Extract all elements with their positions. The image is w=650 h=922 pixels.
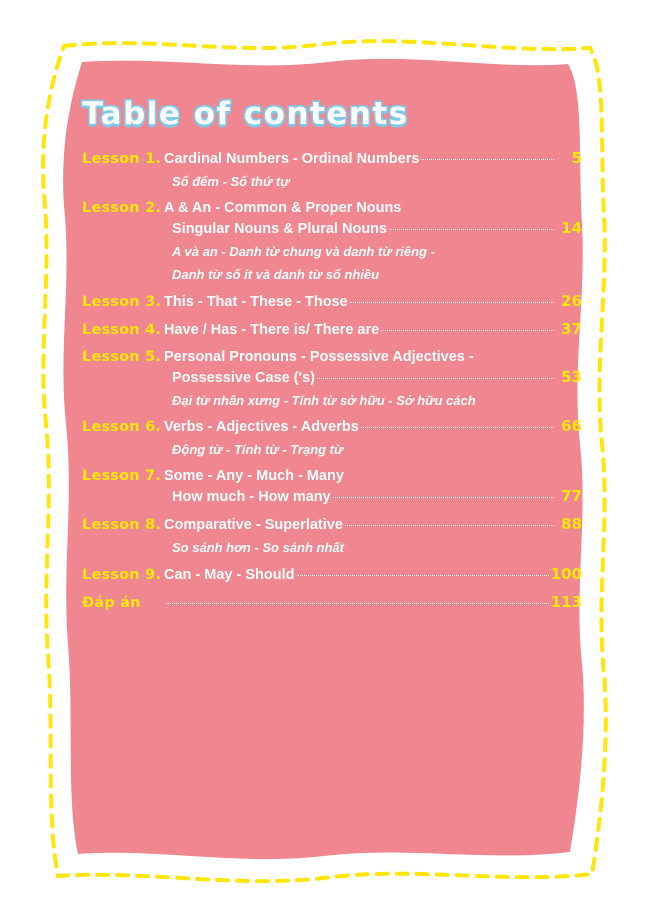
toc-entry-title[interactable]: Cardinal Numbers - Ordinal Numbers [164,151,420,167]
toc-entry-line[interactable] [82,291,582,312]
lesson-label: Lesson 8. [82,517,162,534]
toc-entry-line[interactable] [82,416,582,437]
toc-entry[interactable] [82,319,582,344]
entry-spacer [82,585,582,589]
page-number[interactable]: 14 [561,218,582,237]
toc-entry-line[interactable] [82,466,582,486]
lesson-label: Lesson 5. [82,348,162,365]
lesson-label: Lesson 7. [82,468,162,485]
page-number[interactable]: 88 [561,515,582,534]
dot-leader [297,575,549,576]
lesson-label: Lesson 2. [82,199,162,216]
lesson-label-spacer [82,487,164,507]
page-number[interactable]: 5 [571,149,582,167]
dot-leader [166,603,549,604]
toc-entry-title[interactable]: Personal Pronouns - Possessive Adjectives - [164,348,474,365]
dot-leader [350,302,554,303]
page-number[interactable]: 77 [561,487,582,506]
toc-entry-title[interactable]: How much - How many [172,489,331,506]
dot-leader [361,427,554,428]
entry-spacer [82,312,582,316]
lesson-label-spacer [82,368,164,388]
lesson-label: Lesson 9. [82,567,162,584]
toc-entry-subtitle-vi: Động từ - Tính từ - Trạng từ [172,442,344,458]
toc-entry-line[interactable] [82,592,582,613]
page-number[interactable]: 26 [561,291,582,310]
dot-leader [345,525,554,526]
page-title: Table of contents [82,96,409,132]
toc-entry[interactable] [82,466,582,511]
toc-entry-line[interactable] [82,514,582,535]
toc-entry-line[interactable] [82,367,582,388]
toc-entry-line[interactable] [82,198,582,218]
dot-leader [389,229,554,230]
toc-content [82,96,582,796]
lesson-label: Lesson 1. [82,151,162,167]
dot-leader [381,330,554,331]
toc-entry-subtitle-vi: Số đếm - Số thứ tự [172,174,290,189]
dot-leader [333,497,554,498]
page-number[interactable]: 100 [550,565,582,584]
lesson-label: Lesson 3. [82,293,162,310]
toc-entry-title[interactable]: Singular Nouns & Plural Nouns [172,220,388,237]
toc-entry-subtitle-vi: Danh từ số ít và danh từ số nhiều [172,266,380,282]
toc-entry-subtitle-vi: A và an - Danh từ chung và danh từ riêng - [172,243,435,259]
toc-entry-line[interactable] [82,319,582,340]
entry-spacer [82,340,582,344]
toc-entry-line[interactable] [82,218,582,239]
toc-entry-title[interactable]: Can - May - Should [164,567,295,584]
toc-entry-subtitle-vi: So sánh hơn - So sánh nhất [172,540,344,556]
toc-entry[interactable] [82,416,582,460]
toc-entry[interactable] [82,564,582,589]
dot-leader [421,159,554,160]
toc-entry-line[interactable] [82,347,582,367]
toc-entry-list [82,148,582,617]
toc-entry-line[interactable] [82,486,582,507]
page-number[interactable]: 113 [550,593,582,612]
toc-entry[interactable] [82,347,582,411]
toc-entry-title[interactable]: A & An - Common & Proper Nouns [164,199,402,216]
toc-entry-title[interactable]: Some - Any - Much - Many [164,468,344,485]
dot-leader [317,378,554,379]
toc-entry-title[interactable]: Verbs - Adjectives - Adverbs [164,419,359,436]
lesson-label-spacer [82,219,164,239]
toc-entry-title[interactable]: Comparative - Superlative [164,517,343,534]
toc-entry-subtitle-vi: Đại từ nhân xưng - Tính từ sở hữu - Sở hữu cách [172,392,476,408]
toc-entry-title[interactable]: Have / Has - There is/ There are [164,321,380,338]
toc-entry-line[interactable] [82,564,582,585]
lesson-label: Đáp án [82,595,141,612]
lesson-label: Lesson 6. [82,419,162,436]
lesson-label: Lesson 4. [82,321,162,338]
page-number[interactable]: 37 [561,319,582,338]
toc-entry-line[interactable] [82,148,582,169]
toc-entry[interactable] [82,592,582,617]
toc-entry-title[interactable]: Possessive Case ('s) [172,369,315,386]
page-number[interactable]: 53 [561,367,582,386]
entry-spacer [82,613,582,617]
toc-entry[interactable] [82,514,582,558]
entry-spacer [82,507,582,511]
toc-entry[interactable] [82,148,582,192]
page-number[interactable]: 66 [561,417,582,436]
toc-entry[interactable] [82,198,582,285]
toc-entry[interactable] [82,291,582,316]
toc-entry-title[interactable]: This - That - These - Those [164,293,348,310]
